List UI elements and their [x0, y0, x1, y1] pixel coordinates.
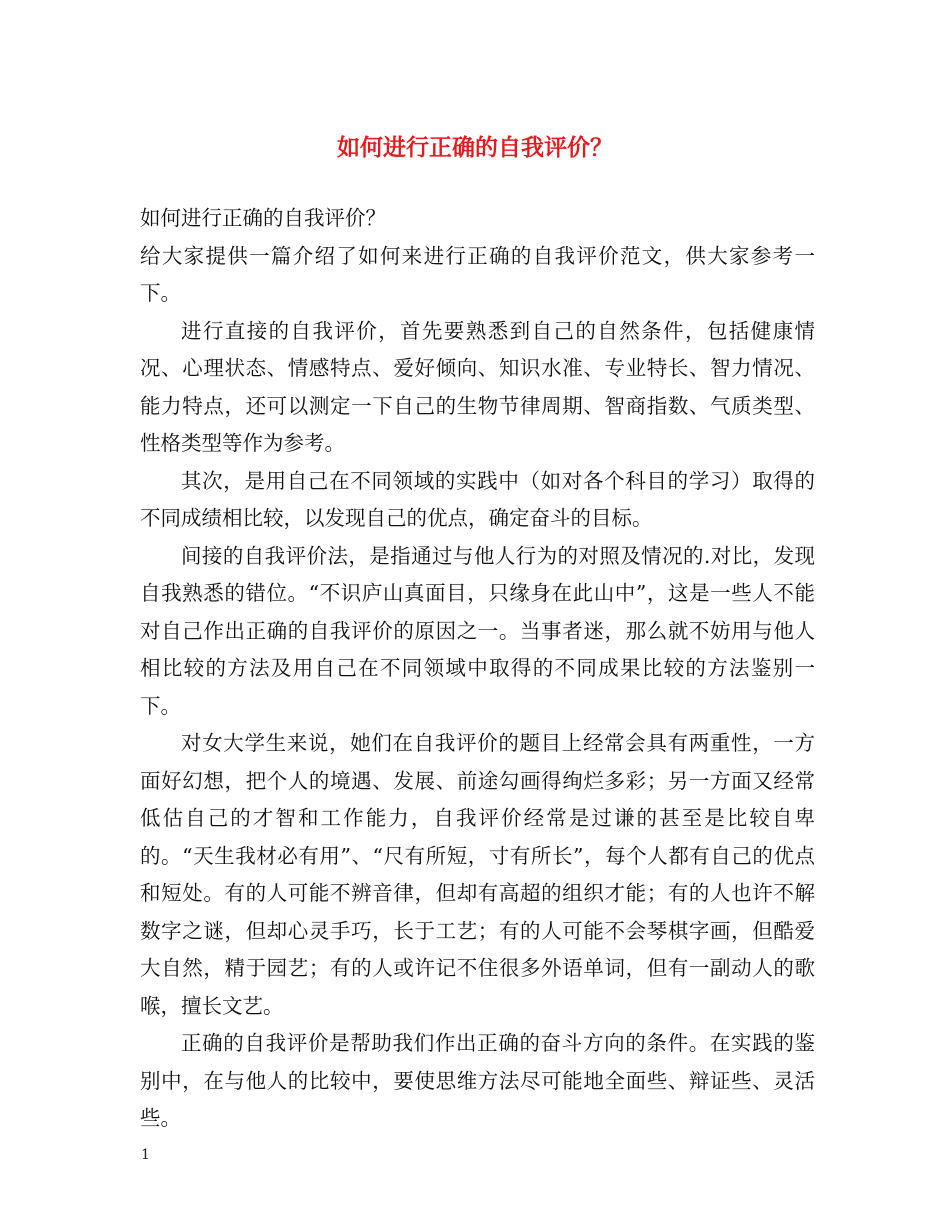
paragraph: 对女大学生来说，她们在自我评价的题目上经常会具有两重性，一方面好幻想，把个人的境遇、发展、前途勾画得绚烂多彩；另一方面又经常低估自己的才智和工作能力，自我评价经常是过谦的甚至是比较自卑的。“天生我材必有用”、“尺有所短，寸有所长”，每个人都有自己的优点和短处。有的人可能不辨音律，但却有高超的组织才能；有的人也许不解数字之谜，但却心灵手巧，长于工艺；有的人可能不会琴棋字画，但酷爱大自然，精于园艺；有的人或许记不住很多外语单词，但有一副动人的歌喉，擅长文艺。 [140, 731, 815, 1018]
paragraph: 进行直接的自我评价，首先要熟悉到自己的自然条件，包括健康情况、心理状态、情感特点、爱好倾向、知识水准、专业特长、智力情况、能力特点，还可以测定一下自己的生物节律周期、智商指数、气质类型、性格类型等作为参考。 [140, 318, 815, 455]
paragraph: 间接的自我评价法，是指通过与他人行为的对照及情况的.对比，发现自我熟悉的错位。“不识庐山真面目，只缘身在此山中”，这是一些人不能对自己作出正确的自我评价的原因之一。当事者迷，那么就不妨用与他人相比较的方法及用自己在不同领域中取得的不同成果比较的方法鉴别一下。 [140, 543, 815, 718]
paragraph: 正确的自我评价是帮助我们作出正确的奋斗方向的条件。在实践的鉴别中，在与他人的比较中，要使思维方法尽可能地全面些、辩证些、灵活些。 [140, 1031, 815, 1130]
paragraph: 给大家提供一篇介绍了如何来进行正确的自我评价范文，供大家参考一下。 [140, 243, 815, 305]
document-body [140, 200, 815, 1138]
page-number: 1 [141, 1147, 150, 1163]
paragraph: 其次，是用自己在不同领域的实践中（如对各个科目的学习）取得的不同成绩相比较，以发现自己的优点，确定奋斗的目标。 [140, 468, 815, 530]
paragraph: 如何进行正确的自我评价？ [140, 206, 386, 230]
page-title: 如何进行正确的自我评价？ [337, 134, 613, 161]
